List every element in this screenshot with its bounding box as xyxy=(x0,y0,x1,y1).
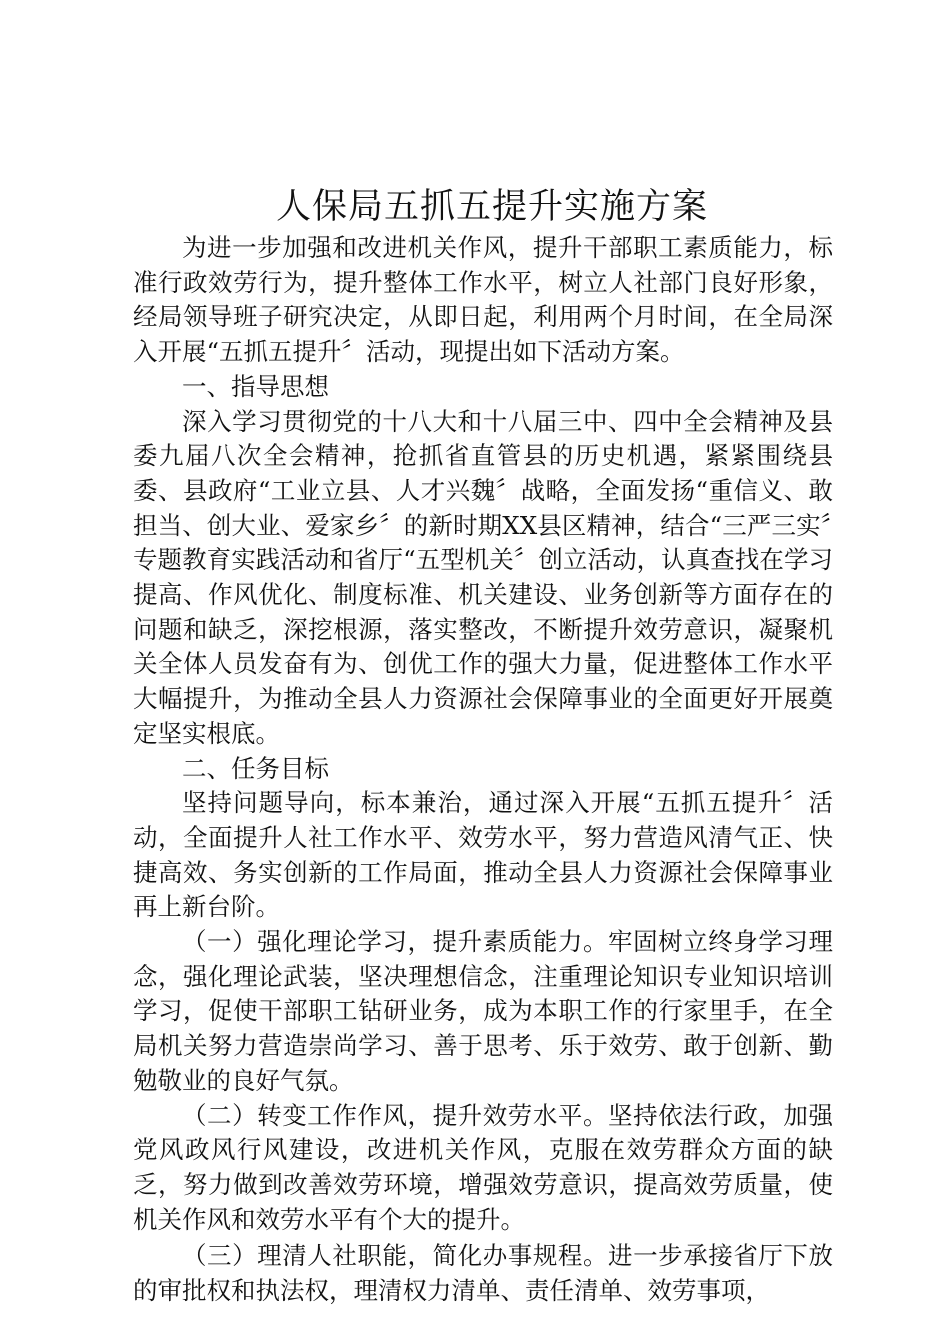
task-goals-paragraph: 坚持问题导向，标本兼治，通过深入开展“五抓五提升〞活动，全面提升人社工作水平、效劳水平，努力营造风清气正、快捷高效、务实创新的工作局面，推动全县人力资源社会保障事业再上新台阶。 xyxy=(133,788,833,922)
intro-paragraph: 为进一步加强和改进机关作风，提升干部职工素质能力，标准行政效劳行为，提升整体工作水平，树立人社部门良好形象，经局领导班子研究决定，从即日起，利用两个月时间，在全局深入开展“五抓五提升〞活动，现提出如下活动方案。 xyxy=(133,233,833,367)
document-title: 人保局五抓五提升实施方案 xyxy=(275,187,708,227)
goal-item-3: （三）理清人社职能，简化办事规程。进一步承接省厅下放的审批权和执法权，理清权力清单、责任清单、效劳事项， xyxy=(133,1241,833,1306)
goal-item-1: （一）强化理论学习，提升素质能力。牢固树立终身学习理念，强化理论武装，坚决理想信念，注重理论知识专业知识培训学习，促使干部职工钻研业务，成为本职工作的行家里手，在全局机关努力营造崇尚学习、善于思考、乐于效劳、敢于创新、勤勉敬业的良好气氛。 xyxy=(133,927,833,1095)
document-page xyxy=(133,183,833,1309)
guiding-thought-paragraph: 深入学习贯彻党的十八大和十八届三中、四中全会精神及县委九届八次全会精神，抢抓省直管县的历史机遇，紧紧围绕县委、县政府“工业立县、人才兴魏〞战略，全面发扬“重信义、敢担当、创大业、爱家乡〞的新时期XX县区精神，结合“三严三实〞专题教育实践活动和省厅“五型机关〞创立活动，认真查找在学习提高、作风优化、制度标准、机关建设、业务创新等方面存在的问题和缺乏，深挖根源，落实整改，不断提升效劳意识，凝聚机关全体人员发奋有为、创优工作的强大力量，促进整体工作水平大幅提升，为推动全县人力资源社会保障事业的全面更好开展奠定坚实根底。 xyxy=(133,406,833,748)
section-heading-guiding-thought: 一、指导思想 xyxy=(182,371,329,401)
section-heading-task-goals: 二、任务目标 xyxy=(182,753,329,783)
goal-item-2: （二）转变工作作风，提升效劳水平。坚持依法行政，加强党风政风行风建设，改进机关作风，克服在效劳群众方面的缺乏，努力做到改善效劳环境，增强效劳意识，提高效劳质量，使机关作风和效劳水平有个大的提升。 xyxy=(133,1100,833,1234)
